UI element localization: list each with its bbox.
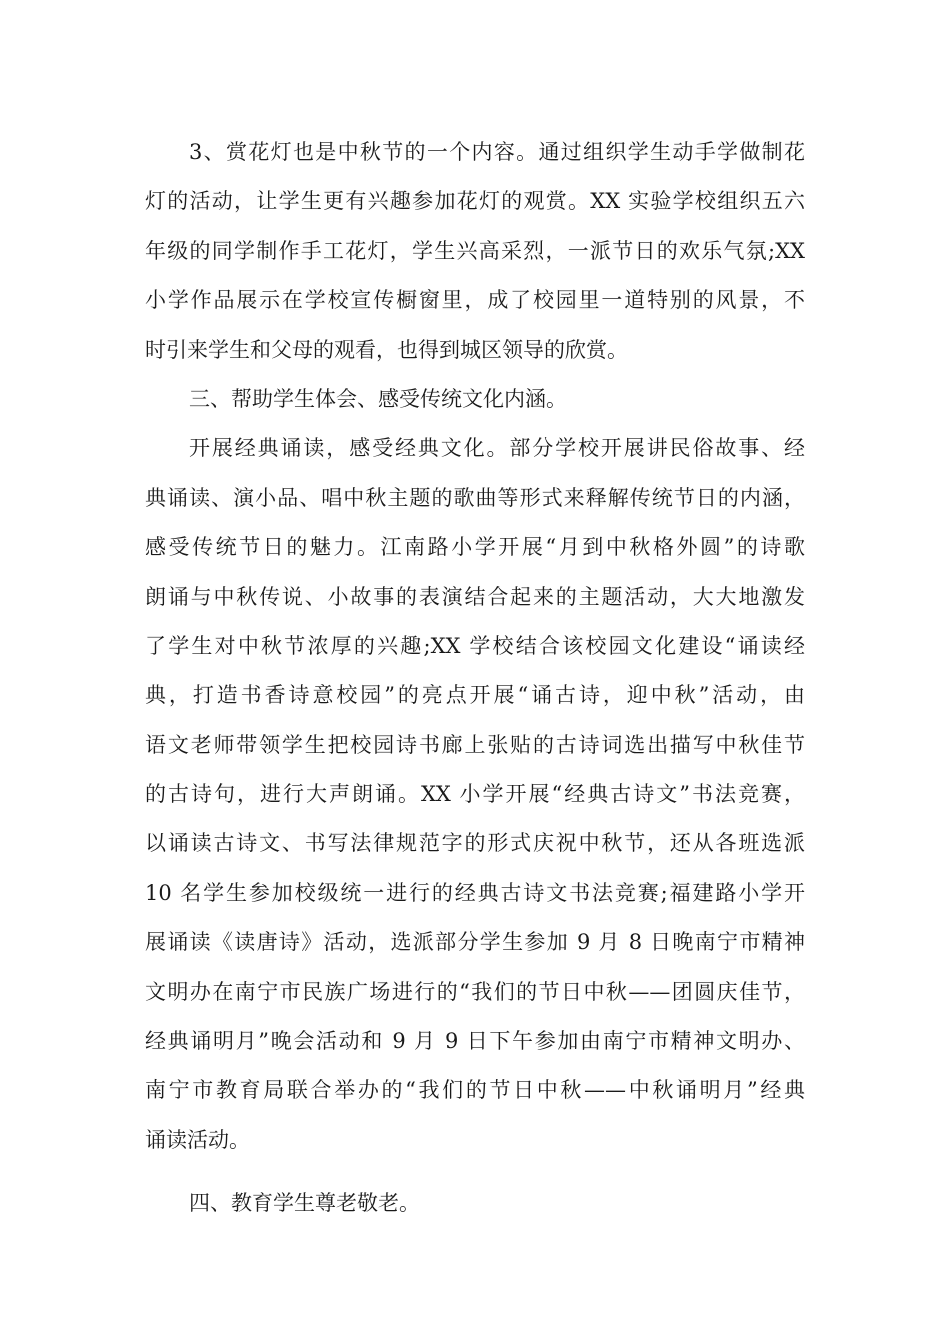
text-line: 典，打造书香诗意校园”的亮点开展“诵古诗，迎中秋”活动，由 <box>145 683 805 708</box>
text-line: 开展经典诵读，感受经典文化。部分学校开展讲民俗故事、经 <box>189 436 805 461</box>
paragraph-spacer <box>145 1165 805 1179</box>
text-line: 语文老师带领学生把校园诗书廊上张贴的古诗词选出描写中秋佳节 <box>145 732 805 757</box>
text-line: 经典诵明月”晚会活动和 9 月 9 日下午参加由南宁市精神文明办、 <box>145 1029 805 1054</box>
text-line: 以诵读古诗文、书写法律规范字的形式庆祝中秋节，还从各班选派 <box>145 831 805 856</box>
heading-text: 三、帮助学生体会、感受传统文化内涵。 <box>189 386 567 411</box>
text-line: 的古诗句，进行大声朗诵。XX 小学开展“经典古诗文”书法竞赛， <box>145 782 805 807</box>
paragraph-classic-reading <box>145 424 805 1165</box>
text-line: 诵读活动。 <box>145 1127 250 1152</box>
text-line: 典诵读、演小品、唱中秋主题的歌曲等形式来释解传统节日的内涵， <box>145 485 805 510</box>
text-line: 时引来学生和父母的观看，也得到城区领导的欣赏。 <box>145 337 628 362</box>
text-line: 了学生对中秋节浓厚的兴趣;XX 学校结合该校园文化建设“诵读经 <box>145 633 805 658</box>
paragraph-flower-lanterns <box>145 128 805 375</box>
text-line: 10 名学生参加校级统一进行的经典古诗文书法竞赛;福建路小学开 <box>145 880 805 905</box>
section-heading-three <box>145 375 805 424</box>
text-line: 年级的同学制作手工花灯，学生兴高采烈，一派节日的欢乐气氛;XX <box>145 238 805 263</box>
text-line: 朗诵与中秋传说、小故事的表演结合起来的主题活动，大大地激发 <box>145 584 805 609</box>
text-line: 3、赏花灯也是中秋节的一个内容。通过组织学生动手学做制花 <box>189 140 805 164</box>
text-line: 灯的活动，让学生更有兴趣参加花灯的观赏。XX 实验学校组织五六 <box>145 189 805 214</box>
heading-text: 四、教育学生尊老敬老。 <box>189 1191 420 1216</box>
text-line: 南宁市教育局联合举办的“我们的节日中秋——中秋诵明月”经典 <box>145 1078 805 1103</box>
text-line: 小学作品展示在学校宣传橱窗里，成了校园里一道特别的风景，不 <box>145 288 805 313</box>
document-body <box>145 128 805 1229</box>
section-heading-four <box>145 1179 805 1228</box>
text-line: 展诵读《读唐诗》活动，选派部分学生参加 9 月 8 日晚南宁市精神 <box>145 930 805 955</box>
text-line: 文明办在南宁市民族广场进行的“我们的节日中秋——团圆庆佳节， <box>145 979 805 1004</box>
text-line: 感受传统节日的魅力。江南路小学开展“月到中秋格外圆”的诗歌 <box>145 535 805 560</box>
